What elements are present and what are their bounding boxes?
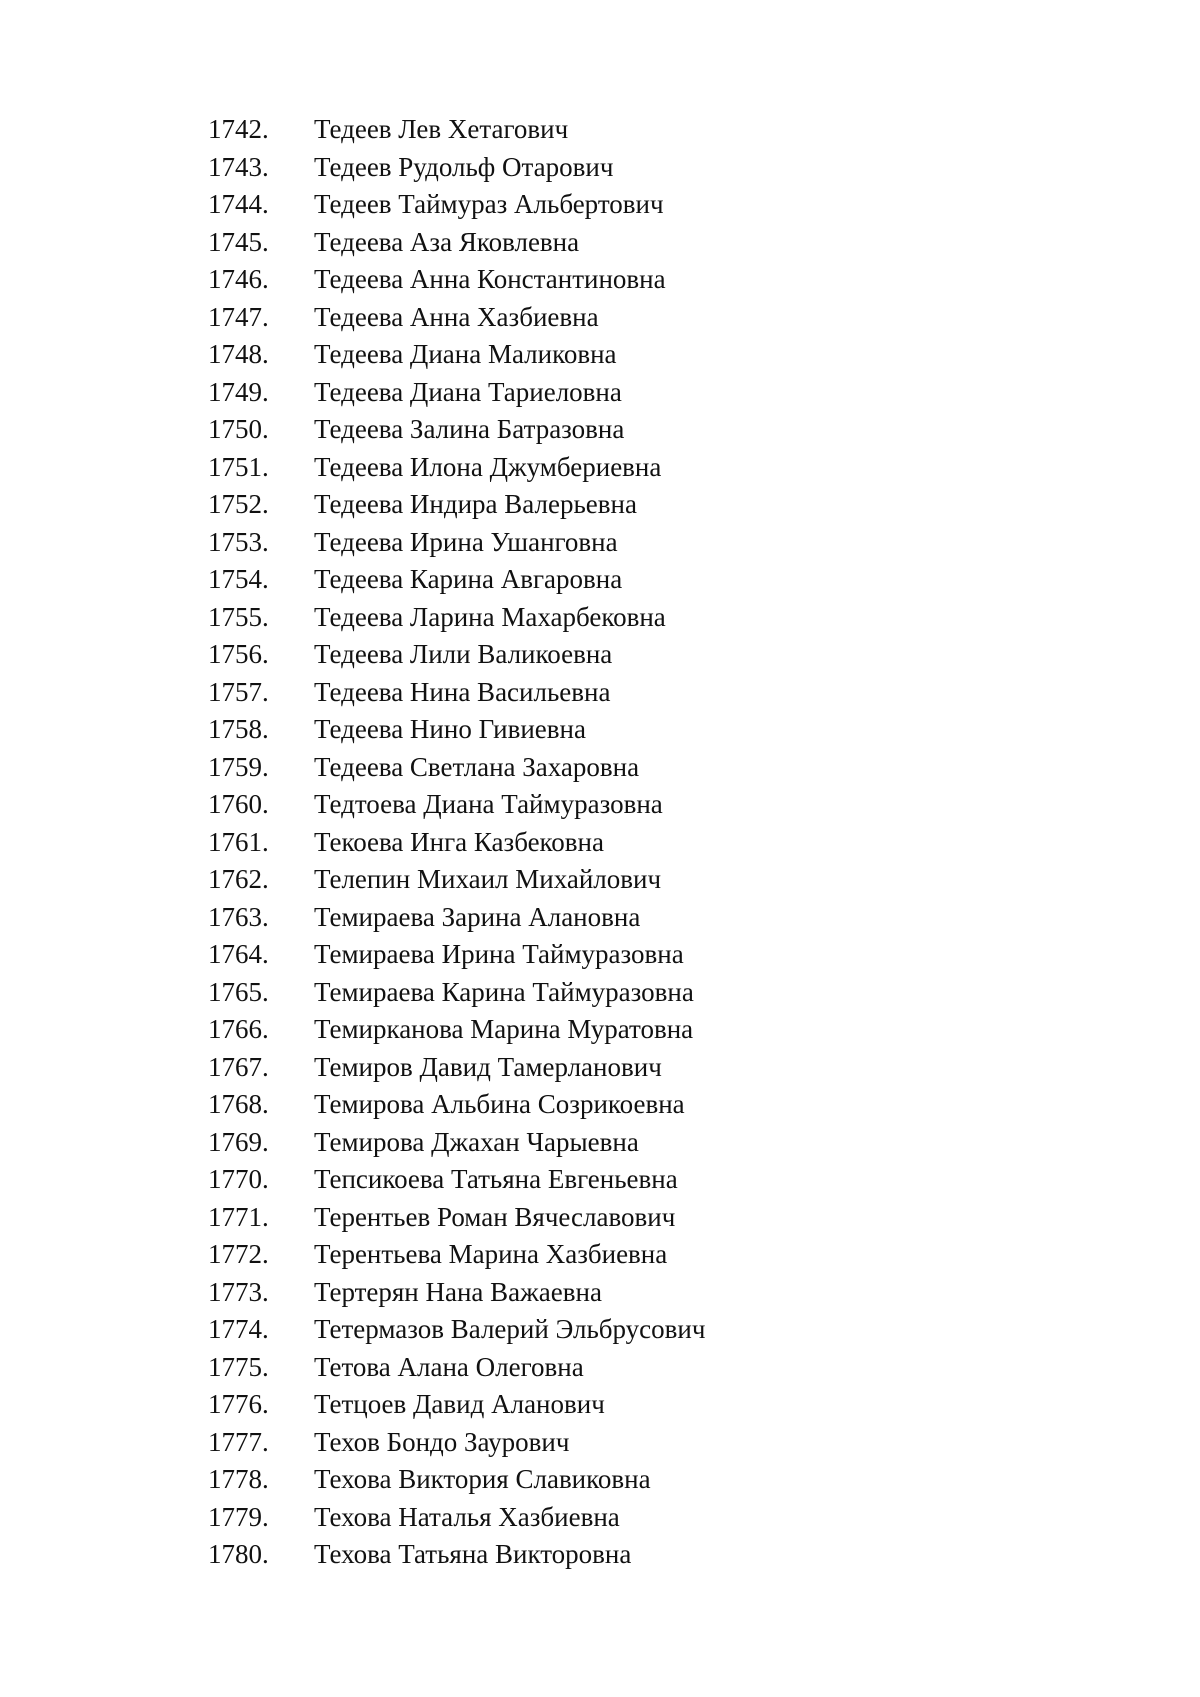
entry-name: Темирова Джахан Чарыевна — [314, 1126, 639, 1157]
entry-name: Тедеева Индира Валерьевна — [314, 489, 637, 519]
entry-number: 1759. — [208, 751, 269, 782]
entry-name: Тедеева Диана Тариеловна — [314, 376, 622, 407]
entry-number: 1775. — [208, 1351, 269, 1382]
entry-name: Тедеева Ларина Махарбековна — [314, 601, 666, 632]
list-item — [208, 599, 705, 637]
entry-number: 1772. — [208, 1239, 269, 1269]
list-item — [208, 1049, 705, 1087]
entry-name: Терентьева Марина Хазбиевна — [314, 1239, 668, 1269]
entry-name: Тетермазов Валерий Эльбрусович — [314, 1314, 706, 1344]
entry-name: Тертерян Нана Важаевна — [314, 1276, 602, 1307]
entry-number: 1765. — [208, 976, 269, 1007]
entry-name: Темираева Карина Таймуразовна — [314, 976, 694, 1007]
entry-name: Телепин Михаил Михайлович — [314, 864, 662, 894]
list-item — [208, 224, 705, 262]
list-item — [208, 636, 705, 674]
entry-number: 1769. — [208, 1126, 269, 1157]
entry-number: 1774. — [208, 1314, 269, 1344]
list-item — [208, 1311, 705, 1349]
list-item — [208, 524, 705, 562]
entry-name: Тедеев Лев Хетагович — [314, 114, 569, 144]
list-item — [208, 974, 705, 1012]
list-item — [208, 1386, 705, 1424]
entry-number: 1745. — [208, 226, 269, 257]
entry-name: Тедеева Диана Маликовна — [314, 339, 617, 369]
entry-number: 1752. — [208, 489, 269, 519]
entry-number: 1755. — [208, 601, 269, 632]
entry-number: 1762. — [208, 864, 269, 894]
entry-number: 1766. — [208, 1014, 269, 1044]
entry-number: 1751. — [208, 451, 269, 482]
entry-name: Тедеева Светлана Захаровна — [314, 751, 640, 782]
entry-number: 1748. — [208, 339, 269, 369]
entry-name: Тетцоев Давид Аланович — [314, 1389, 605, 1419]
entry-name: Тепсикоева Татьяна Евгеньевна — [314, 1164, 678, 1194]
list-item — [208, 261, 705, 299]
list-item — [208, 186, 705, 224]
entry-number: 1754. — [208, 564, 269, 594]
list-item — [208, 1161, 705, 1199]
entry-number: 1763. — [208, 901, 269, 932]
entry-name: Темирова Альбина Созрикоевна — [314, 1089, 685, 1119]
list-item — [208, 1461, 705, 1499]
list-item — [208, 861, 705, 899]
list-item — [208, 486, 705, 524]
entry-name: Тедеева Илона Джумбериевна — [314, 451, 662, 482]
list-item — [208, 1199, 705, 1237]
list-item — [208, 1086, 705, 1124]
list-item — [208, 1011, 705, 1049]
entry-name: Техова Виктория Славиковна — [314, 1464, 651, 1494]
entry-number: 1778. — [208, 1464, 269, 1494]
entry-name: Тедеева Нино Гивиевна — [314, 714, 586, 744]
entry-number: 1779. — [208, 1501, 269, 1532]
list-item — [208, 411, 705, 449]
list-item — [208, 149, 705, 187]
entry-number: 1758. — [208, 714, 269, 744]
entry-name: Тедтоева Диана Таймуразовна — [314, 789, 663, 819]
list-item — [208, 299, 705, 337]
list-item — [208, 749, 705, 787]
entry-name: Тедеева Аза Яковлевна — [314, 226, 580, 257]
list-item — [208, 824, 705, 862]
entry-name: Тедеева Анна Хазбиевна — [314, 301, 599, 332]
list-item — [208, 899, 705, 937]
entry-number: 1757. — [208, 676, 269, 707]
entry-number: 1750. — [208, 414, 269, 444]
entry-name: Техова Наталья Хазбиевна — [314, 1501, 620, 1532]
list-item — [208, 1424, 705, 1462]
entry-name: Темиров Давид Тамерланович — [314, 1051, 662, 1082]
entry-number: 1753. — [208, 526, 269, 557]
entry-name: Текоева Инга Казбековна — [314, 826, 604, 857]
name-list — [208, 111, 705, 1574]
list-item — [208, 336, 705, 374]
entry-number: 1743. — [208, 151, 269, 182]
entry-name: Темирканова Марина Муратовна — [314, 1014, 694, 1044]
entry-name: Тедеева Лили Валикоевна — [314, 639, 613, 669]
entry-name: Тедеева Карина Авгаровна — [314, 564, 623, 594]
entry-number: 1770. — [208, 1164, 269, 1194]
entry-number: 1746. — [208, 264, 269, 294]
entry-number: 1777. — [208, 1426, 269, 1457]
entry-number: 1744. — [208, 189, 269, 219]
entry-number: 1768. — [208, 1089, 269, 1119]
entry-number: 1760. — [208, 789, 269, 819]
list-item — [208, 1274, 705, 1312]
list-item — [208, 936, 705, 974]
entry-name: Техов Бондо Заурович — [314, 1426, 570, 1457]
entry-name: Тедеев Таймураз Альбертович — [314, 189, 664, 219]
entry-number: 1776. — [208, 1389, 269, 1419]
entry-number: 1749. — [208, 376, 269, 407]
entry-number: 1767. — [208, 1051, 269, 1082]
list-item — [208, 1499, 705, 1537]
list-item — [208, 1236, 705, 1274]
entry-number: 1771. — [208, 1201, 269, 1232]
entry-name: Терентьев Роман Вячеславович — [314, 1201, 676, 1232]
entry-number: 1742. — [208, 114, 269, 144]
entry-name: Темираева Ирина Таймуразовна — [314, 939, 684, 969]
entry-name: Тетова Алана Олеговна — [314, 1351, 584, 1382]
entry-name: Тедеева Анна Константиновна — [314, 264, 666, 294]
entry-number: 1773. — [208, 1276, 269, 1307]
entry-name: Темираева Зарина Алановна — [314, 901, 641, 932]
entry-number: 1780. — [208, 1539, 269, 1569]
entry-number: 1764. — [208, 939, 269, 969]
list-item — [208, 111, 705, 149]
list-item — [208, 786, 705, 824]
list-item — [208, 1349, 705, 1387]
list-item — [208, 711, 705, 749]
entry-name: Тедеева Нина Васильевна — [314, 676, 611, 707]
entry-name: Тедеева Залина Батразовна — [314, 414, 625, 444]
entry-number: 1761. — [208, 826, 269, 857]
list-item — [208, 1124, 705, 1162]
list-item — [208, 449, 705, 487]
entry-number: 1756. — [208, 639, 269, 669]
entry-name: Тедеева Ирина Ушанговна — [314, 526, 618, 557]
list-item — [208, 674, 705, 712]
entry-number: 1747. — [208, 301, 269, 332]
entry-name: Техова Татьяна Викторовна — [314, 1539, 632, 1569]
list-item — [208, 561, 705, 599]
entry-name: Тедеев Рудольф Отарович — [314, 151, 614, 182]
list-item — [208, 374, 705, 412]
list-item — [208, 1536, 705, 1574]
